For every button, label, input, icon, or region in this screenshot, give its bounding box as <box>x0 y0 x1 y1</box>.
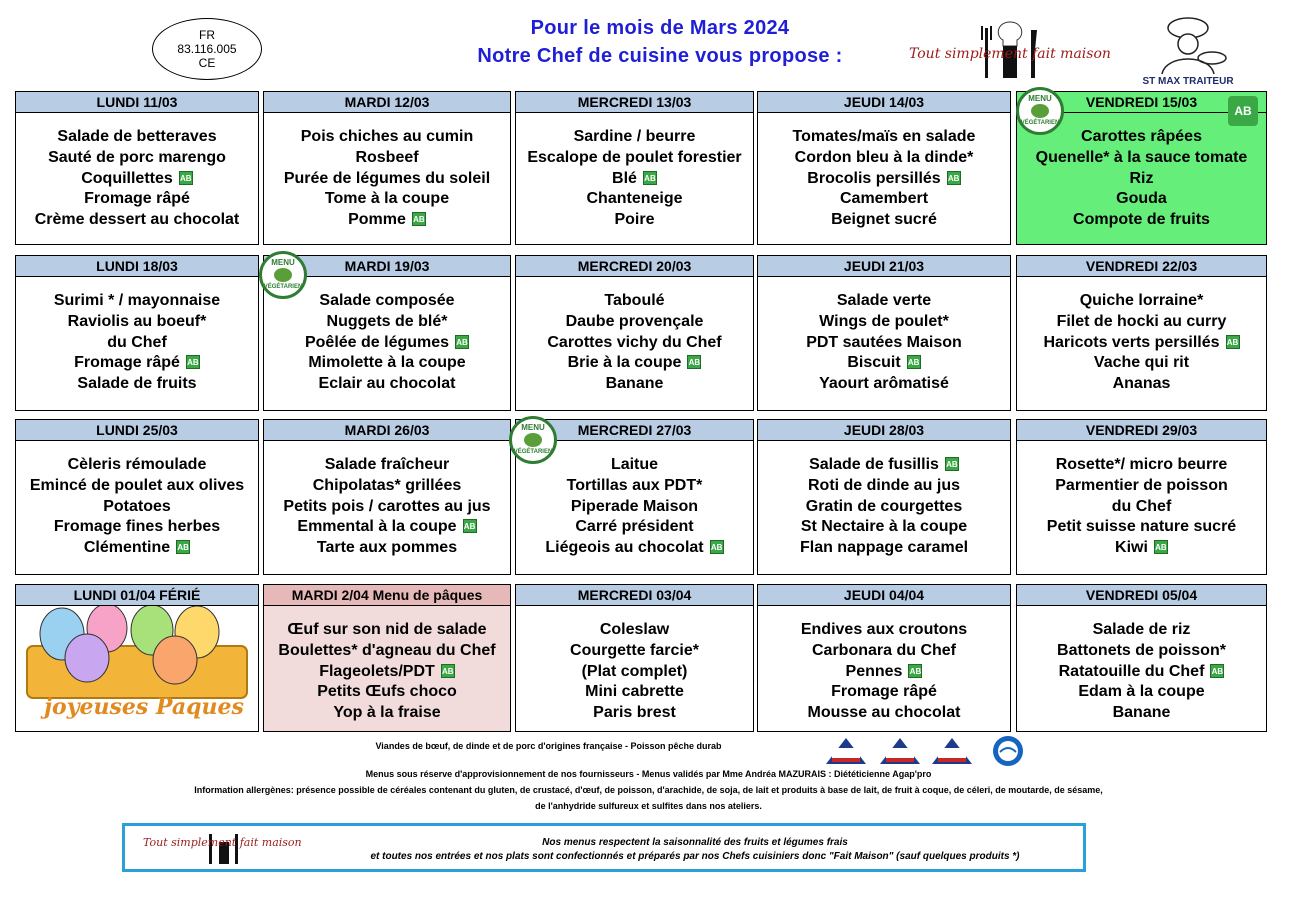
menu-item <box>516 312 753 333</box>
menu-item <box>516 291 753 312</box>
menu-item-text: Kiwi <box>1115 539 1148 557</box>
menu-item-text: Blé <box>612 169 637 187</box>
menu-item-text: Rosbeef <box>355 148 419 166</box>
vegetarian-menu-badge <box>259 251 307 299</box>
menu-item-text: Petit suisse nature sucré <box>1046 518 1237 536</box>
day-menu <box>516 606 753 724</box>
menu-item <box>758 620 1010 641</box>
menu-item-text: Quenelle* à la sauce tomate <box>1035 148 1248 166</box>
menu-item-text: Laitue <box>610 456 659 473</box>
certification-line3: CE <box>198 56 216 70</box>
menu-item-text: Pennes <box>845 662 903 680</box>
menu-item <box>264 620 510 641</box>
organic-ab-icon: AB <box>412 212 426 226</box>
menu-item <box>1017 333 1266 354</box>
menu-item <box>758 353 1010 374</box>
menu-item-text: Banane <box>1112 704 1171 722</box>
menu-item <box>1017 517 1266 538</box>
menu-item-text: Courgette farcie* <box>570 641 699 659</box>
menu-item <box>16 333 258 354</box>
menu-item <box>16 455 258 476</box>
menu-item <box>758 662 1010 683</box>
menu-item-text: Endives aux croutons <box>800 621 968 638</box>
menu-item-text: Tome à la coupe <box>324 190 450 208</box>
menu-item-text: Liégeois au chocolat <box>545 539 704 557</box>
vegetable-icon <box>274 268 292 282</box>
day-header: VENDREDI 05/04 <box>1017 585 1266 606</box>
menu-item-text: Ratatouille du Chef <box>1058 662 1205 680</box>
menu-item <box>16 148 258 169</box>
menu-item-text: Quiche lorraine* <box>1079 292 1204 309</box>
menu-item <box>264 312 510 333</box>
menu-item-text: Carbonara du Chef <box>811 641 956 659</box>
day-cell <box>757 91 1011 245</box>
day-header: JEUDI 21/03 <box>758 256 1010 277</box>
menu-item-text: Salade verte <box>836 292 932 309</box>
organic-ab-icon: AB <box>947 171 961 185</box>
day-cell <box>515 255 754 411</box>
menu-item <box>516 497 753 518</box>
menu-item <box>516 517 753 538</box>
menu-item <box>16 538 258 559</box>
day-header: LUNDI 01/04 FÉRIÉ <box>16 585 258 606</box>
menu-item <box>1017 455 1266 476</box>
menu-item-text: Compote de fruits <box>1073 211 1210 229</box>
menu-item <box>264 455 510 476</box>
menu-item-text: Vache qui rit <box>1093 354 1190 372</box>
menu-item <box>1017 312 1266 333</box>
menu-item-text: Mimolette à la coupe <box>308 354 466 372</box>
menu-item <box>516 353 753 374</box>
menu-item <box>516 127 753 148</box>
certification-line2: 83.116.005 <box>177 42 237 56</box>
menu-item-text: Gouda <box>1116 190 1167 208</box>
menu-item-text: Edam à la coupe <box>1078 683 1205 701</box>
day-menu <box>1017 441 1266 559</box>
day-cell <box>757 419 1011 575</box>
menu-item <box>264 291 510 312</box>
menu-item <box>264 682 510 703</box>
day-cell <box>515 91 754 245</box>
menu-item-text: PDT sautées Maison <box>806 333 962 351</box>
menu-item <box>1017 641 1266 662</box>
organic-ab-icon: AB <box>908 664 922 678</box>
organic-ab-icon: AB <box>1226 335 1240 349</box>
day-header: MARDI 2/04 Menu de pâques <box>264 585 510 606</box>
menu-item-text: Tarte aux pommes <box>316 539 458 557</box>
menu-item-text: Fromage râpé <box>84 190 190 208</box>
menu-item <box>264 210 510 231</box>
veg-badge-top: MENU <box>521 423 545 432</box>
menu-item <box>16 127 258 148</box>
menu-item-text: Brocolis persillés <box>807 169 941 187</box>
menu-item <box>264 538 510 559</box>
menu-item-text: Paris brest <box>593 704 676 722</box>
menu-item <box>758 312 1010 333</box>
day-cell <box>263 584 511 732</box>
menu-item-text: Banane <box>605 375 664 393</box>
menu-item-text: du Chef <box>1111 497 1172 515</box>
veg-badge-top: MENU <box>1028 94 1052 103</box>
origin-labels-icon <box>822 734 1032 768</box>
allergens-note-1: Information allergènes: présence possible de céréales contenant du gluten, de crustacé, d'œuf, de poisson, d'arachide, de soja, de lait et produits à base de lait, de fruit à coque, de céleri, de moutarde, de sésame, <box>194 785 1103 795</box>
menu-item-text: Pomme <box>348 211 406 229</box>
menu-item-text: Eclair au chocolat <box>318 375 456 393</box>
menu-item-text: Carré président <box>575 518 694 536</box>
menu-item-text: Fromage fines herbes <box>53 518 221 536</box>
menu-item <box>16 189 258 210</box>
menu-item <box>758 333 1010 354</box>
menu-item <box>758 497 1010 518</box>
menu-item <box>1017 169 1266 190</box>
title-line1: Pour le mois de Mars 2024 <box>530 17 790 39</box>
menu-item-text: Beignet sucré <box>831 211 937 229</box>
menu-item <box>758 127 1010 148</box>
menu-item <box>516 210 753 231</box>
menu-item <box>758 169 1010 190</box>
footer-line1: Nos menus respectent la saisonnalité des fruits et légumes frais <box>542 837 848 848</box>
menu-item-text: Mini cabrette <box>585 683 684 701</box>
menu-item <box>16 353 258 374</box>
organic-ab-icon: AB <box>176 540 190 554</box>
menu-item-text: Coleslaw <box>599 621 670 638</box>
menu-item <box>16 374 258 395</box>
footer-line2: et toutes nos entrées et nos plats sont confectionnés et préparés par nos Chefs cuisiniers donc "Fait Maison" (sauf quelques produits *) <box>370 851 1020 862</box>
menu-item <box>758 455 1010 476</box>
menu-item <box>516 682 753 703</box>
menu-item <box>264 148 510 169</box>
menu-item <box>516 641 753 662</box>
origin-note: Viandes de bœuf, de dinde et de porc d'origines française - Poisson pêche durab <box>375 741 722 751</box>
menu-item <box>1017 703 1266 724</box>
vegetarian-menu-badge <box>509 416 557 464</box>
menu-item <box>1017 497 1266 518</box>
menu-item-text: Battonets de poisson* <box>1057 641 1226 659</box>
menu-item-text: Salade fraîcheur <box>324 456 450 473</box>
menu-item-text: Potatoes <box>103 497 171 515</box>
day-cell <box>15 91 259 245</box>
menu-item <box>264 189 510 210</box>
menu-item <box>758 641 1010 662</box>
menu-item-text: Coquillettes <box>81 169 173 187</box>
day-menu <box>264 441 510 559</box>
title-line2: Notre Chef de cuisine vous propose : <box>477 45 843 67</box>
menu-item <box>516 333 753 354</box>
menu-item-text: Sardine / beurre <box>573 128 696 145</box>
menu-item <box>264 353 510 374</box>
menu-item-text: Biscuit <box>847 354 901 372</box>
menu-item-text: Roti de dinde au jus <box>807 476 960 494</box>
menu-item-text: Cèleris rémoulade <box>67 456 207 473</box>
menu-item <box>16 312 258 333</box>
menu-item <box>758 703 1010 724</box>
menu-item-text: Poêlée de légumes <box>304 333 450 351</box>
day-header: MARDI 12/03 <box>264 92 510 113</box>
certification-stamp <box>152 18 262 80</box>
organic-ab-icon: AB <box>710 540 724 554</box>
menu-item <box>16 497 258 518</box>
menu-item-text: (Plat complet) <box>581 662 688 680</box>
day-menu <box>516 113 753 231</box>
menu-item-text: Surimi * / mayonnaise <box>53 292 221 309</box>
menu-item <box>758 476 1010 497</box>
traiteur-name: ST MAX TRAITEUR <box>1142 76 1234 87</box>
menu-item <box>758 210 1010 231</box>
menu-item-text: Pois chiches au cumin <box>300 128 474 145</box>
menu-item-text: Salade de betteraves <box>57 128 217 145</box>
day-menu <box>1017 606 1266 724</box>
veg-badge-bottom: VÉGÉTARIEN <box>1020 120 1060 126</box>
menu-item <box>516 703 753 724</box>
day-header: JEUDI 28/03 <box>758 420 1010 441</box>
menu-item-text: Emmental à la coupe <box>297 518 457 536</box>
menu-item <box>758 682 1010 703</box>
day-cell <box>1016 584 1267 732</box>
menu-item <box>758 189 1010 210</box>
day-menu <box>758 277 1010 395</box>
menu-item-text: Chanteneige <box>586 190 683 208</box>
menu-item-text: Crème dessert au chocolat <box>34 211 240 229</box>
menu-item <box>16 291 258 312</box>
vegetable-icon <box>1031 104 1049 118</box>
day-cell <box>15 419 259 575</box>
menu-item-text: Poire <box>614 211 655 229</box>
menu-item-text: Yop à la fraise <box>333 704 441 722</box>
menu-item <box>758 374 1010 395</box>
validation-note: Menus sous réserve d'approvisionnement de nos fournisseurs - Menus validés par Mme Andréa MAZURAIS : Diététicienne Agap'pro <box>365 769 932 779</box>
menu-item-text: Fromage râpé <box>74 354 180 372</box>
menu-item-text: Ananas <box>1112 375 1171 393</box>
menu-item <box>1017 189 1266 210</box>
day-header: MARDI 19/03 <box>264 256 510 277</box>
day-menu <box>264 277 510 395</box>
menu-item-text: Purée de légumes du soleil <box>283 169 491 187</box>
menu-item-text: Petits Œufs choco <box>317 683 457 701</box>
menu-item <box>516 148 753 169</box>
organic-ab-icon: AB <box>186 355 200 369</box>
menu-item <box>516 455 753 476</box>
day-menu <box>758 113 1010 231</box>
organic-ab-icon: AB <box>687 355 701 369</box>
veg-badge-bottom: VÉGÉTARIEN <box>513 449 553 455</box>
menu-item-text: Cordon bleu à la dinde* <box>794 148 974 166</box>
menu-item <box>1017 353 1266 374</box>
menu-item-text: Carottes râpées <box>1081 128 1202 145</box>
day-menu <box>1017 113 1266 231</box>
menu-item <box>1017 291 1266 312</box>
menu-item-text: Tortillas aux PDT* <box>566 476 703 494</box>
menu-item-text: Boulettes* d'agneau du Chef <box>278 641 496 659</box>
menu-item <box>1017 620 1266 641</box>
st-max-traiteur-logo <box>1142 14 1234 90</box>
menu-item-text: Riz <box>1129 169 1154 187</box>
menu-item <box>1017 374 1266 395</box>
menu-item <box>264 374 510 395</box>
menu-item <box>264 497 510 518</box>
menu-item-text: Salade de riz <box>1092 621 1191 638</box>
menu-item-text: Salade composée <box>319 292 455 309</box>
menu-item-text: Petits pois / carottes au jus <box>283 497 491 515</box>
menu-item <box>516 620 753 641</box>
day-menu <box>516 277 753 395</box>
menu-item <box>264 662 510 683</box>
menu-item-text: Carottes vichy du Chef <box>547 333 722 351</box>
menu-item-text: Rosette*/ micro beurre <box>1055 456 1228 473</box>
menu-item <box>16 476 258 497</box>
day-menu <box>758 441 1010 559</box>
day-menu <box>758 606 1010 724</box>
menu-item <box>264 169 510 190</box>
menu-item <box>16 169 258 190</box>
menu-item <box>516 476 753 497</box>
day-header: LUNDI 25/03 <box>16 420 258 441</box>
menu-item-text: Daube provençale <box>565 312 704 330</box>
day-menu <box>513 441 753 559</box>
footer-slogan: Tout simplement fait maison <box>143 836 302 849</box>
menu-item <box>264 641 510 662</box>
menu-item <box>1017 148 1266 169</box>
day-menu <box>1017 277 1266 395</box>
menu-item-text: Emincé de poulet aux olives <box>29 476 245 494</box>
menu-item-text: Tomates/maïs en salade <box>792 128 976 145</box>
easter-eggs-image <box>17 606 258 723</box>
day-cell <box>515 584 754 732</box>
organic-ab-icon: AB <box>441 664 455 678</box>
menu-item <box>1017 210 1266 231</box>
easter-greeting: joyeuses Paques <box>44 694 244 720</box>
menu-item <box>516 189 753 210</box>
menu-item-text: Filet de hocki au curry <box>1056 312 1227 330</box>
day-menu <box>264 113 510 231</box>
menu-item-text: Haricots verts persillés <box>1043 333 1220 351</box>
day-cell <box>1016 255 1267 411</box>
day-cell <box>263 419 511 575</box>
menu-item <box>16 210 258 231</box>
vegetable-icon <box>524 433 542 447</box>
day-header: VENDREDI 22/03 <box>1017 256 1266 277</box>
organic-ab-icon: AB <box>455 335 469 349</box>
menu-item-text: Parmentier de poisson <box>1055 476 1228 494</box>
day-menu <box>16 277 258 395</box>
day-menu <box>16 441 258 559</box>
day-header: VENDREDI 15/03 <box>1017 92 1266 113</box>
fait-maison-logo <box>905 16 1115 86</box>
menu-item <box>758 538 1010 559</box>
menu-item-text: Flan nappage caramel <box>799 539 969 557</box>
day-header: LUNDI 11/03 <box>16 92 258 113</box>
day-header: MERCREDI 27/03 <box>516 420 753 441</box>
menu-item-text: Œuf sur son nid de salade <box>287 621 487 638</box>
day-cell <box>263 91 511 245</box>
organic-ab-icon: AB <box>1210 664 1224 678</box>
day-header: LUNDI 18/03 <box>16 256 258 277</box>
menu-item <box>758 291 1010 312</box>
menu-item-text: Taboulé <box>604 292 665 309</box>
day-cell <box>757 584 1011 732</box>
menu-item <box>758 148 1010 169</box>
day-header: MERCREDI 03/04 <box>516 585 753 606</box>
menu-item <box>1017 476 1266 497</box>
menu-item-text: Gratin de courgettes <box>805 497 963 515</box>
menu-item <box>1017 538 1266 559</box>
footer-box <box>122 823 1086 872</box>
organic-ab-icon: AB <box>1154 540 1168 554</box>
menu-item-text: Salade de fusillis <box>809 456 939 473</box>
menu-item-text: Sauté de porc marengo <box>48 148 226 166</box>
menu-item-text: Camembert <box>839 190 929 208</box>
day-menu <box>264 606 510 724</box>
menu-item-text: Flageolets/PDT <box>319 662 435 680</box>
menu-item-text: Raviolis au boeuf* <box>67 312 207 330</box>
menu-item <box>516 662 753 683</box>
menu-item <box>16 517 258 538</box>
menu-item <box>516 169 753 190</box>
allergens-note-2: de l'anhydride sulfureux et sulfites dans nos ateliers. <box>535 801 762 811</box>
organic-ab-icon: AB <box>945 457 959 471</box>
organic-ab-badge-icon: AB <box>1228 96 1258 126</box>
menu-item-text: Fromage râpé <box>831 683 937 701</box>
menu-item <box>264 127 510 148</box>
chef-drawing-icon <box>1142 14 1234 76</box>
menu-item-text: Salade de fruits <box>77 375 197 393</box>
day-header: VENDREDI 29/03 <box>1017 420 1266 441</box>
menu-item-text: St Nectaire à la coupe <box>800 518 968 536</box>
menu-item-text: Nuggets de blé* <box>326 312 448 330</box>
menu-item-text: du Chef <box>107 333 167 351</box>
organic-ab-icon: AB <box>179 171 193 185</box>
menu-item-text: Mousse au chocolat <box>807 704 961 722</box>
brand-slogan: Tout simplement fait maison <box>909 46 1111 62</box>
menu-item <box>516 538 753 559</box>
certification-line1: FR <box>199 28 215 42</box>
day-cell <box>15 584 259 732</box>
menu-item <box>516 374 753 395</box>
day-cell <box>757 255 1011 411</box>
menu-item <box>264 703 510 724</box>
day-header: JEUDI 04/04 <box>758 585 1010 606</box>
menu-item-text: Wings de poulet* <box>819 312 949 330</box>
day-header: MERCREDI 20/03 <box>516 256 753 277</box>
menu-item <box>264 476 510 497</box>
day-header: MERCREDI 13/03 <box>516 92 753 113</box>
organic-ab-icon: AB <box>463 519 477 533</box>
menu-item-text: Escalope de poulet forestier <box>527 148 742 166</box>
veg-badge-top: MENU <box>271 258 295 267</box>
organic-ab-icon: AB <box>907 355 921 369</box>
veg-badge-bottom: VÉGÉTARIEN <box>263 284 303 290</box>
menu-item <box>1017 682 1266 703</box>
day-cell <box>15 255 259 411</box>
menu-item <box>1017 662 1266 683</box>
vegetarian-menu-badge <box>1016 87 1064 135</box>
menu-item-text: Yaourt arômatisé <box>819 375 949 393</box>
day-cell <box>1016 419 1267 575</box>
footer-text <box>325 836 1065 864</box>
page-title <box>440 14 880 70</box>
day-header: MARDI 26/03 <box>264 420 510 441</box>
menu-item-text: Piperade Maison <box>570 497 699 515</box>
menu-item <box>758 517 1010 538</box>
day-header: JEUDI 14/03 <box>758 92 1010 113</box>
menu-item <box>264 333 510 354</box>
menu-item-text: Chipolatas* grillées <box>312 476 462 494</box>
menu-item-text: Brie à la coupe <box>567 354 682 372</box>
menu-item-text: Clémentine <box>83 539 171 557</box>
day-menu <box>16 113 258 231</box>
menu-item <box>264 517 510 538</box>
organic-ab-icon: AB <box>643 171 657 185</box>
